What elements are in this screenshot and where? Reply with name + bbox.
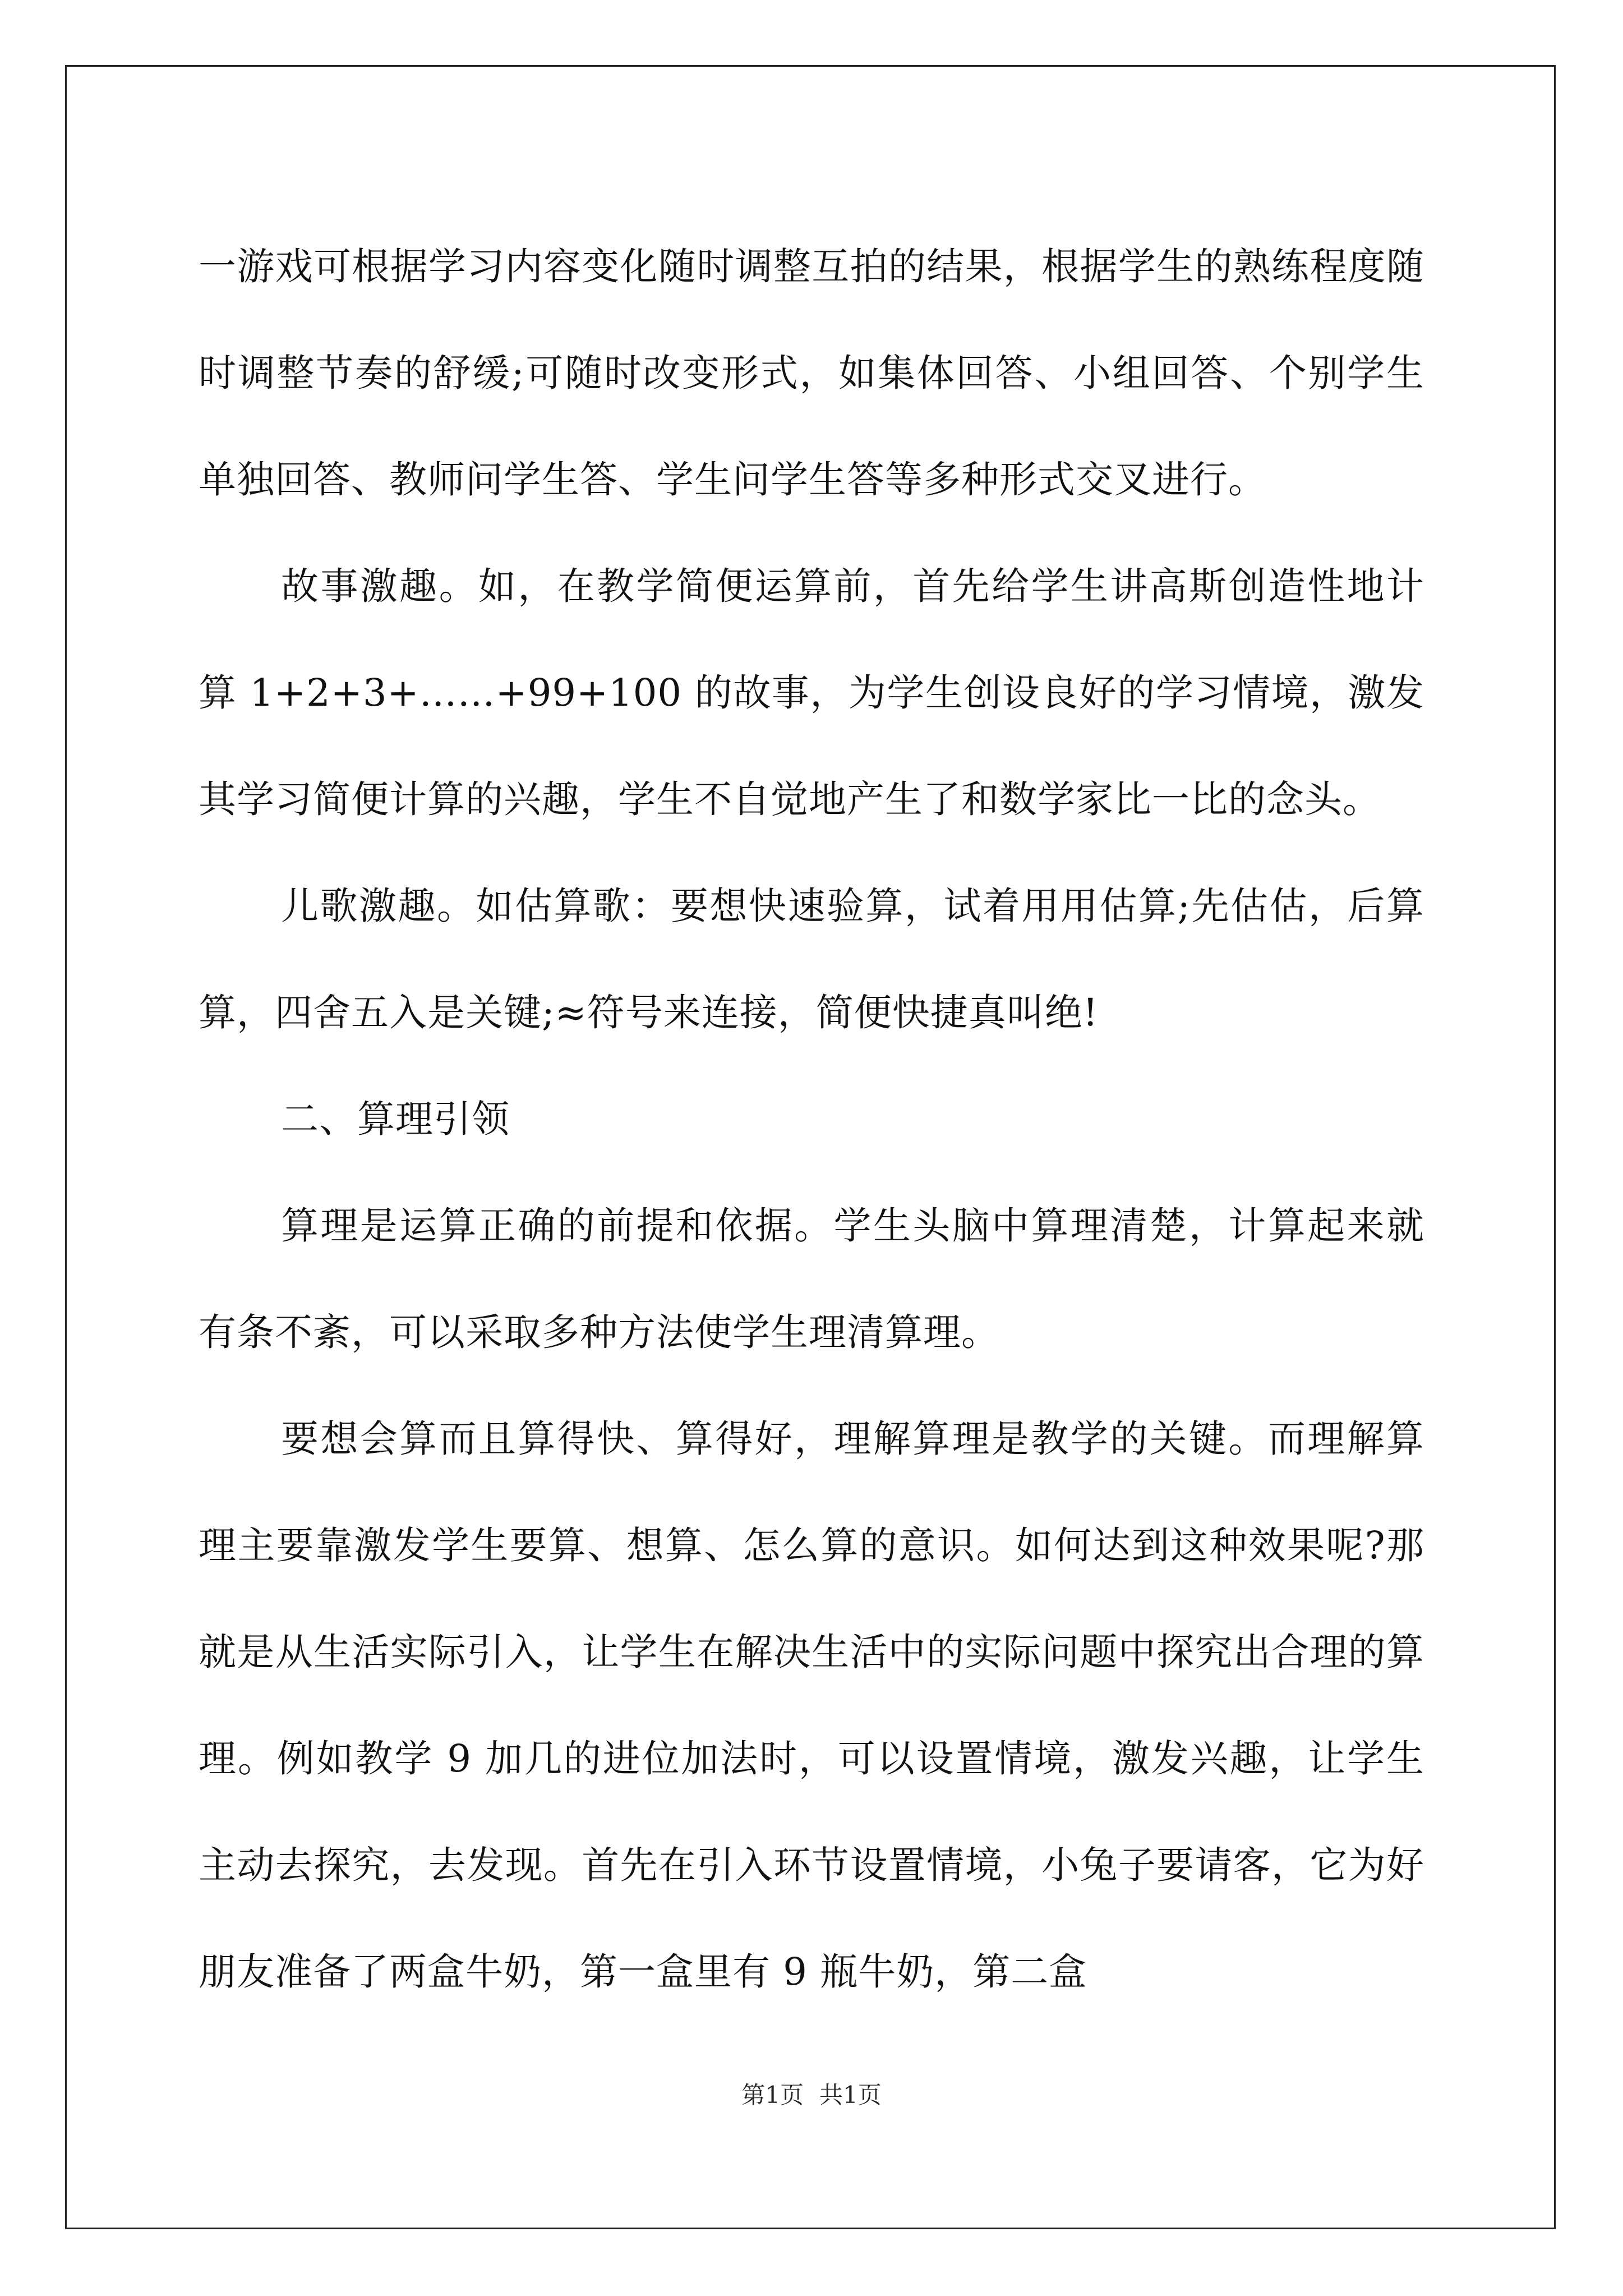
section-heading: 二、算理引领 [281, 1097, 510, 1141]
paragraph-4: 算理是运算正确的前提和依据。学生头脑中算理清楚，计算起来就有条不紊，可以采取多种方法使学生理清算理。 [199, 1204, 1424, 1354]
paragraph-5: 要想会算而且算得快、算得好，理解算理是教学的关键。而理解算理主要靠激发学生要算、想算、怎么算的意识。如何达到这种效果呢?那就是从生活实际引入，让学生在解决生活中的实际问题中探究出合理的算理。例如教学 9 加几的进位加法时，可以设置情境，激发兴趣，让学生主动去探究，去发现。首先在引入环节设置情境，小兔子要请客，它为好朋友准备了两盒牛奶，第一盒里有 9 瓶牛奶，第二盒 [199, 1417, 1424, 1994]
paragraph-1: 一游戏可根据学习内容变化随时调整互拍的结果，根据学生的熟练程度随时调整节奏的舒缓;可随时改变形式，如集体回答、小组回答、个别学生单独回答、教师问学生答、学生问学生答等多种形式交叉进行。 [199, 245, 1424, 501]
page-number: 第1页 [741, 2081, 804, 2109]
document-body [199, 213, 1424, 2025]
paragraph-2: 故事激趣。如，在教学简便运算前，首先给学生讲高斯创造性地计算 1+2+3+……+99+100 的故事，为学生创设良好的学习情境，激发其学习简便计算的兴趣，学生不自觉地产生了和数学家比一比的念头。 [199, 564, 1424, 821]
paragraph-3: 儿歌激趣。如估算歌：要想快速验算，试着用用估算;先估估，后算算，四舍五入是关键;≈符号来连接，简便快捷真叫绝! [199, 884, 1424, 1034]
page-footer [0, 2077, 1623, 2110]
page-total: 共1页 [819, 2081, 882, 2109]
